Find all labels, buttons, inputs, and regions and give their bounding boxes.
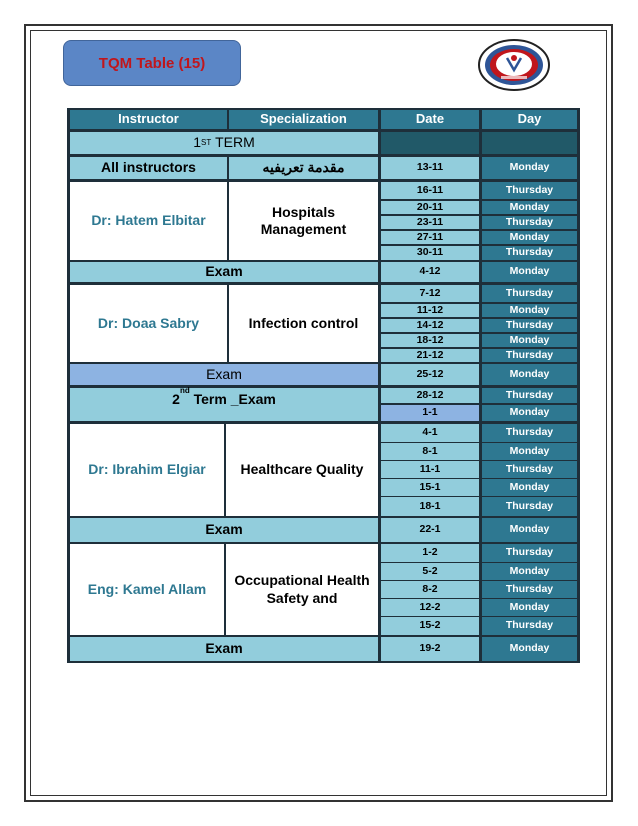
session-day: Monday: [482, 479, 577, 496]
term-2-day: Thursday: [482, 388, 577, 403]
session-day: Thursday: [482, 581, 577, 598]
course-3-exam-date: 22-1: [381, 518, 479, 542]
session-day: Monday: [482, 563, 577, 580]
header-specialization: Specialization: [229, 110, 378, 129]
session-date: 7-12: [381, 285, 479, 302]
session-day: Monday: [482, 201, 577, 214]
course-1-instructor: Dr: Hatem Elbitar: [70, 182, 227, 260]
course-4-exam-date: 19-2: [381, 637, 479, 661]
session-day: Thursday: [482, 182, 577, 199]
session-date: 15-1: [381, 479, 479, 496]
course-3-specialization: Healthcare Quality: [226, 424, 378, 516]
university-seal-icon: [477, 38, 551, 92]
term-1-heading: 1 ST TERM: [70, 132, 378, 154]
term-2-day: Monday: [482, 405, 577, 421]
session-date: 23-11: [381, 216, 479, 229]
intro-date: 13-11: [381, 157, 479, 179]
term-1-date-blank: [381, 132, 479, 154]
session-date: 16-11: [381, 182, 479, 199]
session-date: 14-12: [381, 319, 479, 332]
course-1-exam-day: Monday: [482, 262, 577, 282]
course-1-exam-label: Exam: [70, 262, 378, 282]
session-day: Thursday: [482, 461, 577, 478]
header-date: Date: [381, 110, 479, 129]
session-day: Monday: [482, 334, 577, 347]
session-date: 8-2: [381, 581, 479, 598]
session-day: Thursday: [482, 544, 577, 562]
session-date: 30-11: [381, 246, 479, 260]
session-date: 18-12: [381, 334, 479, 347]
course-4-exam-day: Monday: [482, 637, 577, 661]
course-2-exam-date: 25-12: [381, 364, 479, 385]
session-day: Thursday: [482, 617, 577, 635]
course-1-exam-date: 4-12: [381, 262, 479, 282]
header-instructor: Instructor: [70, 110, 227, 129]
header-day: Day: [482, 110, 577, 129]
course-4-exam-label: Exam: [70, 637, 378, 661]
session-date: 4-1: [381, 424, 479, 442]
session-date: 27-11: [381, 231, 479, 244]
session-day: Thursday: [482, 285, 577, 302]
course-4-instructor: Eng: Kamel Allam: [70, 544, 224, 635]
course-2-specialization: Infection control: [229, 285, 378, 362]
session-day: Thursday: [482, 319, 577, 332]
session-date: 11-1: [381, 461, 479, 478]
intro-specialization: مقدمة تعريفيه: [229, 157, 378, 179]
session-date: 12-2: [381, 599, 479, 616]
session-day: Thursday: [482, 424, 577, 442]
session-day: Monday: [482, 443, 577, 460]
course-2-instructor: Dr: Doaa Sabry: [70, 285, 227, 362]
session-date: 20-11: [381, 201, 479, 214]
session-day: Thursday: [482, 216, 577, 229]
term-1-day-blank: [482, 132, 577, 154]
intro-instructor: All instructors: [70, 157, 227, 179]
course-2-exam-day: Monday: [482, 364, 577, 385]
session-day: Thursday: [482, 349, 577, 362]
term-2-date: 28-12: [381, 388, 479, 403]
term-2-date: 1-1: [381, 405, 479, 421]
session-day: Thursday: [482, 246, 577, 260]
session-date: 5-2: [381, 563, 479, 580]
session-date: 1-2: [381, 544, 479, 562]
session-day: Monday: [482, 231, 577, 244]
session-date: 8-1: [381, 443, 479, 460]
session-day: Monday: [482, 599, 577, 616]
session-date: 18-1: [381, 497, 479, 516]
term-2-exam-heading: 2 nd Term _Exam: [70, 388, 378, 421]
course-4-specialization: Occupational Health Safety and: [226, 544, 378, 635]
intro-day: Monday: [482, 157, 577, 179]
course-3-exam-day: Monday: [482, 518, 577, 542]
schedule-table: [67, 108, 580, 663]
table-title: TQM Table (15): [63, 40, 241, 86]
course-1-specialization: Hospitals Management: [229, 182, 378, 260]
session-day: Thursday: [482, 497, 577, 516]
session-date: 15-2: [381, 617, 479, 635]
course-3-instructor: Dr: Ibrahim Elgiar: [70, 424, 224, 516]
course-2-exam-label: Exam: [70, 364, 378, 385]
course-3-exam-label: Exam: [70, 518, 378, 542]
session-date: 21-12: [381, 349, 479, 362]
session-day: Monday: [482, 304, 577, 317]
session-date: 11-12: [381, 304, 479, 317]
